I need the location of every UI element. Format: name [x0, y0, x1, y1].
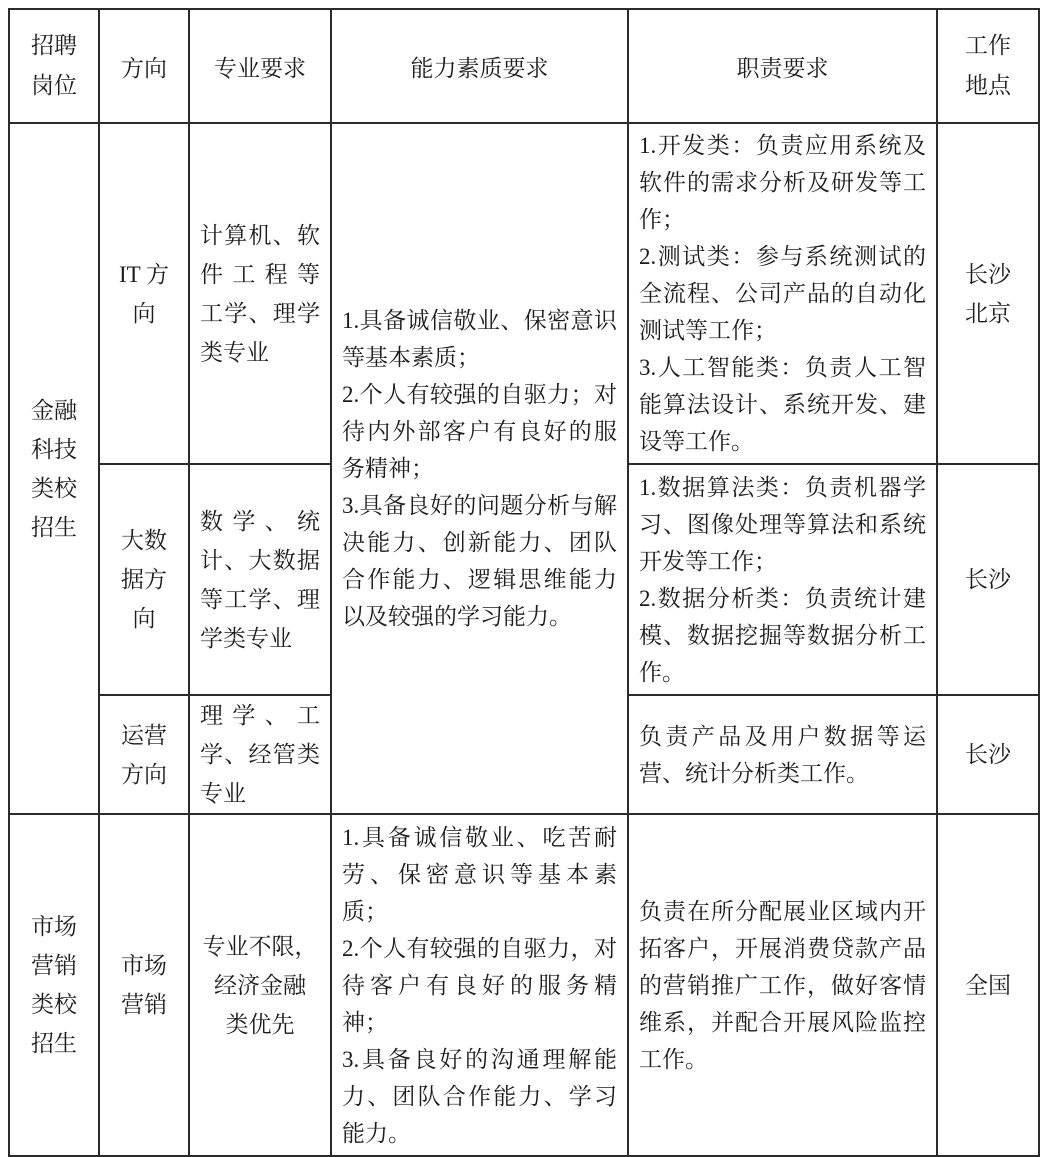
cell-position-fintech: 金融 科技 类校 招生 [9, 123, 99, 814]
header-recruit-position: 招聘 岗位 [9, 9, 99, 123]
cell-position-marketing: 市场 营销 类校 招生 [9, 814, 99, 1156]
cell-duty-it: 1.开发类：负责应用系统及软件的需求分析及研发等工作； 2.测试类：参与系统测试的全流程、公司产品的自动化测试等工作； 3.人工智能类：负责人工智能算法设计、系统开发、建设等工作。 [628, 123, 937, 464]
cell-major-it: 计算机、软 件工程等 工学、理学 类专业 [189, 123, 331, 464]
header-major-requirements: 专业要求 [189, 9, 331, 123]
cell-major-operations: 理学、工 学、经管类 专业 [189, 695, 331, 814]
header-row [9, 9, 1039, 123]
cell-duty-operations: 负责产品及用户数据等运营、统计分析类工作。 [628, 695, 937, 814]
row-marketing [9, 814, 1039, 1156]
cell-ability-fintech: 1.具备诚信敬业、保密意识等基本素质； 2.个人有较强的自驱力；对待内外部客户有良好的服务精神； 3.具备良好的问题分析与解决能力、创新能力、团队合作能力、逻辑思维能力以及较强的学习能力。 [331, 123, 628, 814]
cell-location-it: 长沙 北京 [937, 123, 1039, 464]
header-direction: 方向 [99, 9, 189, 123]
recruitment-table [8, 8, 1040, 1157]
cell-direction-it: IT 方 向 [99, 123, 189, 464]
cell-direction-operations: 运营 方向 [99, 695, 189, 814]
header-duty-requirements: 职责要求 [628, 9, 937, 123]
cell-major-marketing: 专业不限， 经济金融 类优先 [189, 814, 331, 1156]
cell-ability-marketing: 1.具备诚信敬业、吃苦耐劳、保密意识等基本素质； 2.个人有较强的自驱力，对待客户有良好的服务精神； 3.具备良好的沟通理解能力、团队合作能力、学习能力。 [331, 814, 628, 1156]
cell-duty-marketing: 负责在所分配展业区域内开拓客户，开展消费贷款产品的营销推广工作，做好客情维系，并配合开展风险监控工作。 [628, 814, 937, 1156]
cell-location-marketing: 全国 [937, 814, 1039, 1156]
row-fintech-it [9, 123, 1039, 464]
cell-direction-marketing: 市场 营销 [99, 814, 189, 1156]
cell-location-operations: 长沙 [937, 695, 1039, 814]
cell-duty-bigdata: 1.数据算法类：负责机器学习、图像处理等算法和系统开发等工作； 2.数据分析类：负责统计建模、数据挖掘等数据分析工作。 [628, 464, 937, 695]
header-ability-requirements: 能力素质要求 [331, 9, 628, 123]
header-work-location: 工作 地点 [937, 9, 1039, 123]
cell-location-bigdata: 长沙 [937, 464, 1039, 695]
cell-direction-bigdata: 大数 据方 向 [99, 464, 189, 695]
cell-major-bigdata: 数学、统 计、大数据 等工学、理 学类专业 [189, 464, 331, 695]
